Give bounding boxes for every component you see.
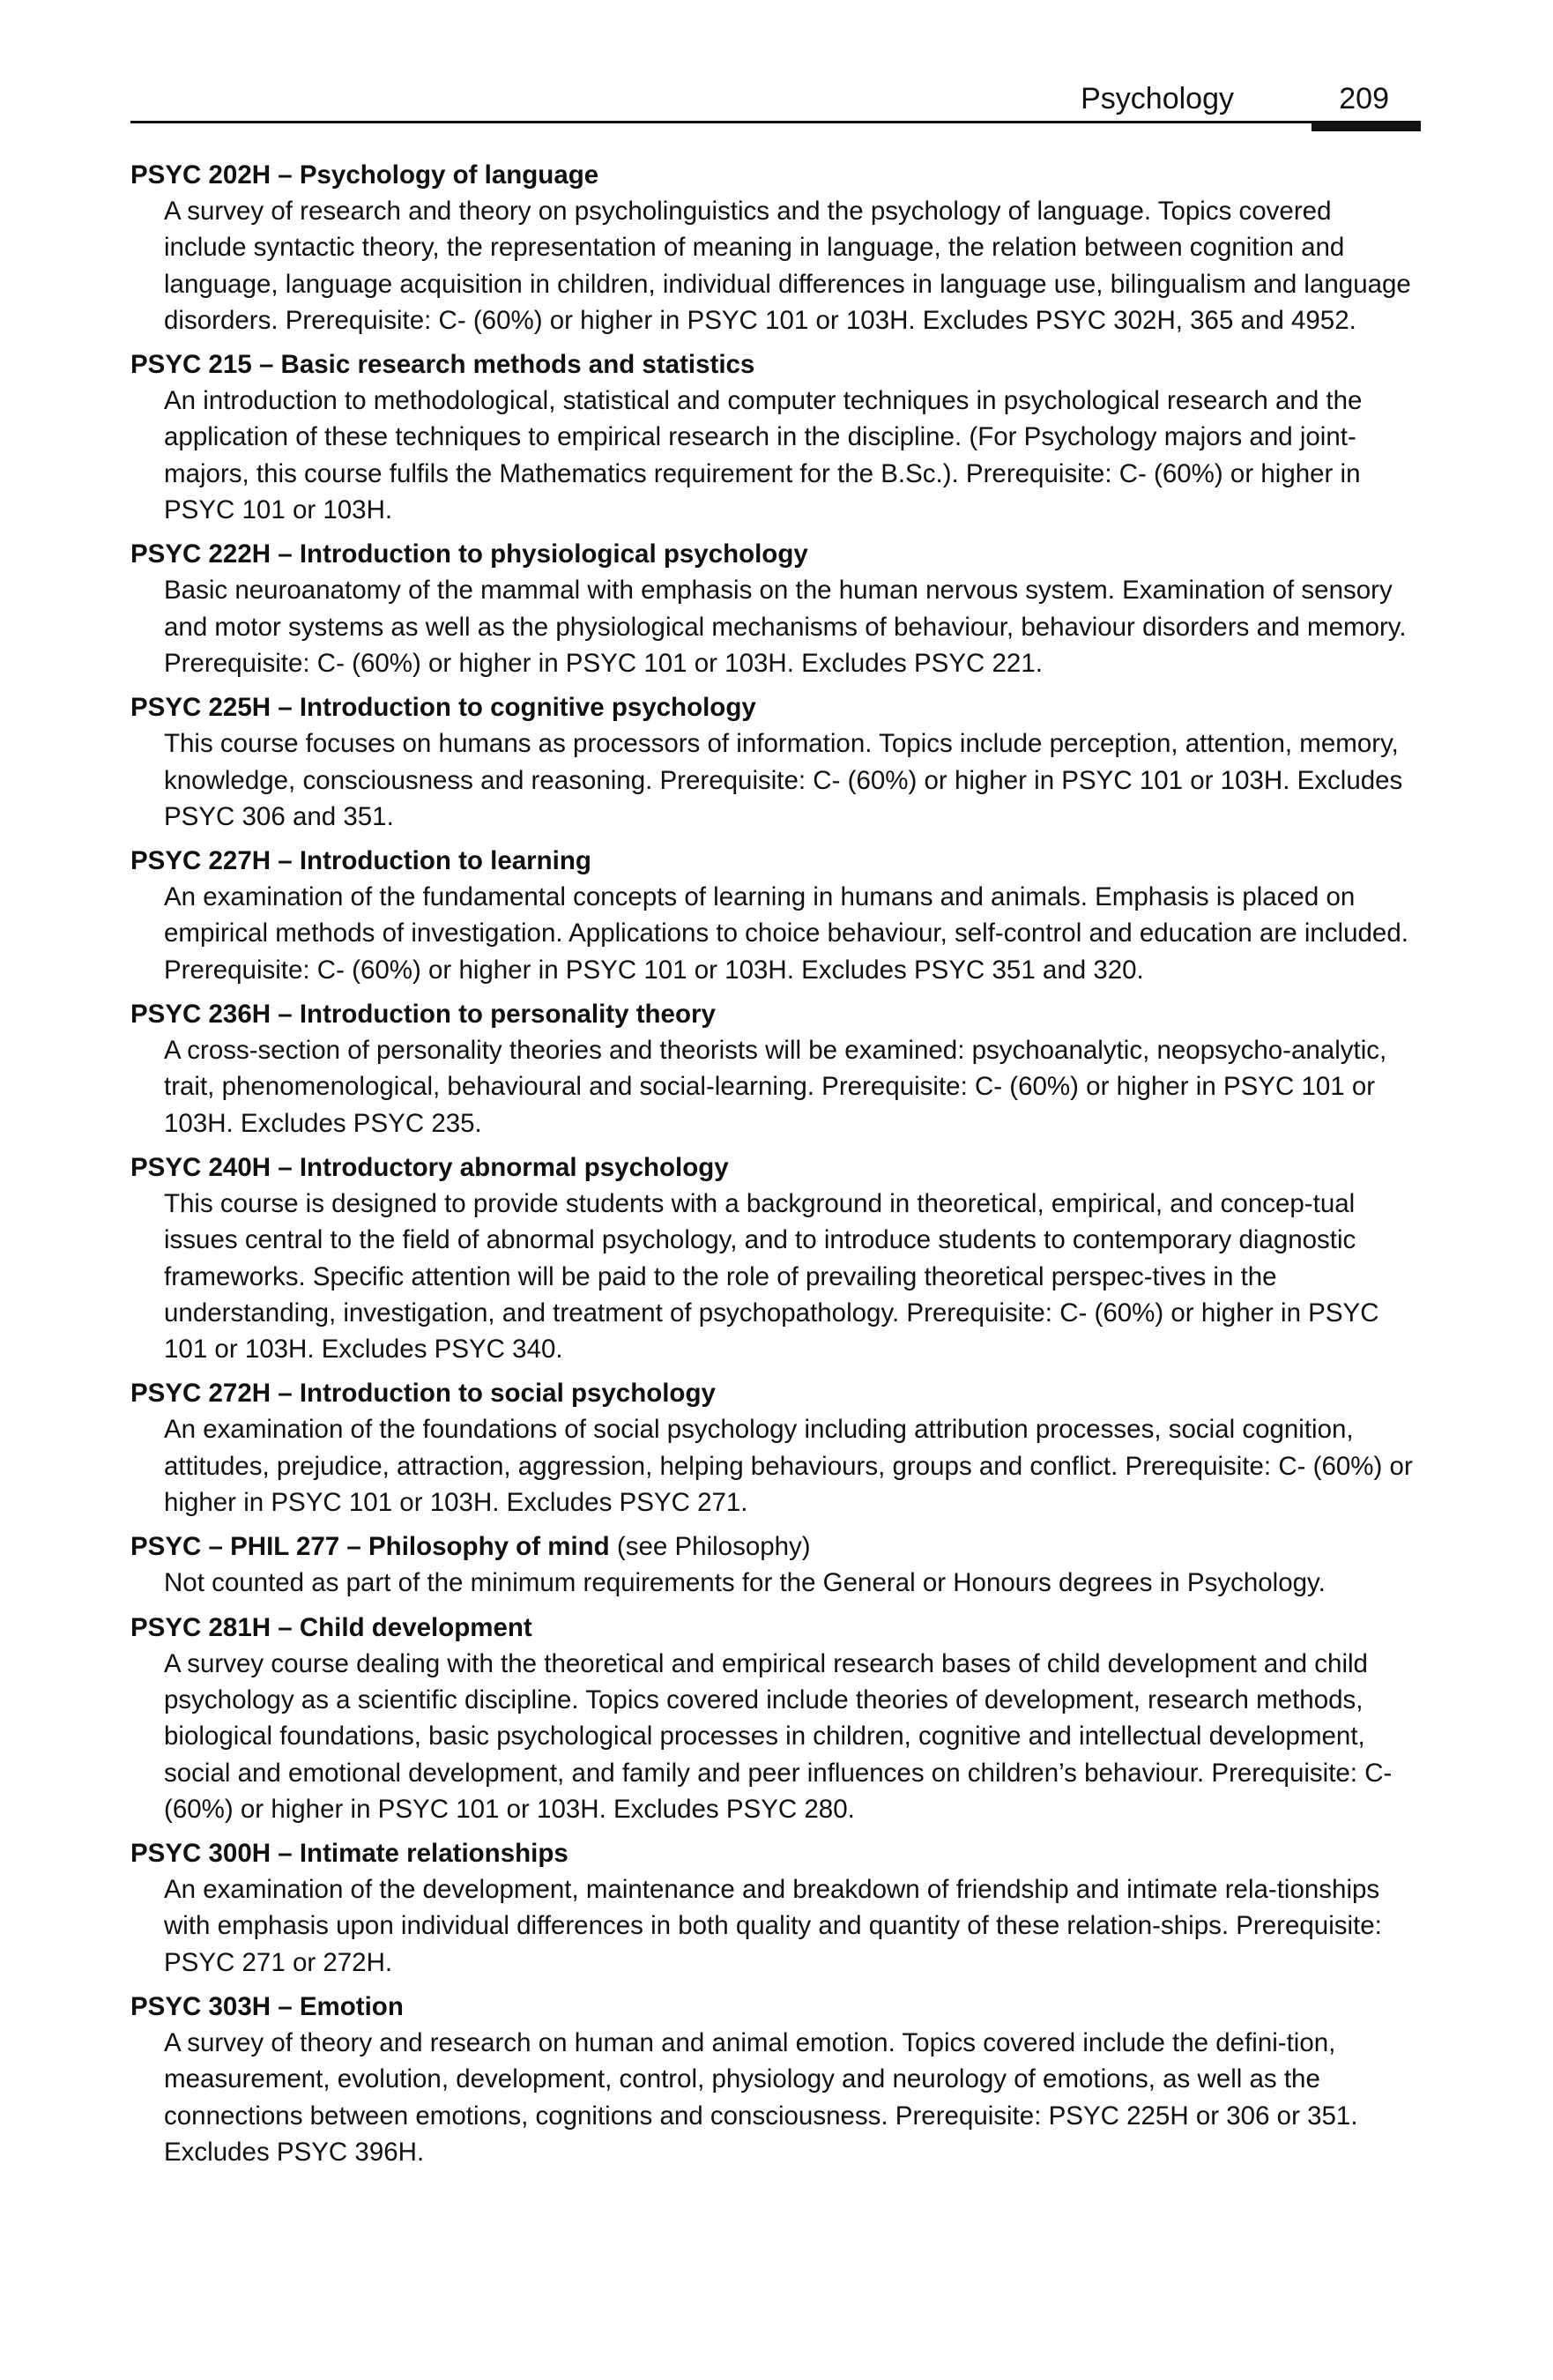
course-entry xyxy=(130,996,1421,1142)
course-description: Basic neuroanatomy of the mammal with emphasis on the human nervous system. Examination of sensory and motor systems as well as the physiological mechanisms of behaviour, behaviour disorders and memory. Prerequisite: C- (60%) or higher in PSYC 101 or 103H. Excludes PSYC 221. xyxy=(164,576,1407,678)
course-code-name: PSYC 303H – Emotion xyxy=(130,1991,404,2021)
course-description: A survey course dealing with the theoretical and empirical research bases of child development and child psychology as a scientific discipline. Topics covered include theories of development, research methods, biological foundations, basic psychological processes in children, cognitive and intellectual development, social and emotional development, and family and peer influences on children’s behaviour. Prerequisite: C- (60%) or higher in PSYC 101 or 103H. Excludes PSYC 280. xyxy=(164,1648,1393,1824)
course-code-name: PSYC 272H – Introduction to social psychology xyxy=(130,1379,716,1409)
running-header xyxy=(130,76,1421,129)
course-title xyxy=(130,689,1421,725)
course-code-name: PSYC 215 – Basic research methods and statistics xyxy=(130,350,755,380)
course-description: An examination of the fundamental concepts of learning in humans and animals. Emphasis is placed on empirical methods of investigation. Applications to choice behaviour, self-control and education are included. Prerequisite: C- (60%) or higher in PSYC 101 or 103H. Excludes PSYC 351 and 320. xyxy=(164,882,1408,985)
course-description: An examination of the foundations of social psychology including attribution processes, social cognition, attitudes, prejudice, attraction, aggression, helping behaviours, groups and conflict. Prerequisite: C- (60%) or higher in PSYC 101 or 103H. Excludes PSYC 271. xyxy=(164,1415,1413,1518)
course-title xyxy=(130,1610,1421,1646)
header-rule xyxy=(130,121,1421,123)
course-entry xyxy=(130,1375,1421,1521)
course-entry xyxy=(130,1610,1421,1827)
course-description: A cross-section of personality theories and theorists will be examined: psychoanalytic, neopsycho-analytic, trait, phenomenological, behavioural and social-learning. Prerequisite: C- (60%) or higher in PSYC 101 or 103H. Excludes PSYC 235. xyxy=(164,1036,1387,1138)
course-description: This course focuses on humans as processors of information. Topics include perception, attention, memory, knowledge, consciousness and reasoning. Prerequisite: C- (60%) or higher in PSYC 101 or 103H. Excludes PSYC 306 and 351. xyxy=(164,729,1403,831)
course-entry xyxy=(130,536,1421,681)
course-entry xyxy=(130,1528,1421,1601)
course-code-name: PSYC – PHIL 277 – Philosophy of mind xyxy=(130,1532,610,1562)
header-section-title: Psychology xyxy=(1081,82,1234,115)
course-entry xyxy=(130,1835,1421,1981)
course-code-name: PSYC 225H – Introduction to cognitive psychology xyxy=(130,693,756,723)
course-title xyxy=(130,346,1421,383)
course-description: A survey of research and theory on psycholinguistics and the psychology of language. Topics covered include syntactic theory, the representation of meaning in language, the relation between cognition and language, language acquisition in children, individual differences in language use, bilingualism and language disorders. Prerequisite: C- (60%) or higher in PSYC 101 or 103H. Excludes PSYC 302H, 365 and 4952. xyxy=(164,197,1411,335)
course-code-name: PSYC 236H – Introduction to personality theory xyxy=(130,1000,716,1030)
course-entry xyxy=(130,1989,1421,2170)
course-code-name: PSYC 227H – Introduction to learning xyxy=(130,846,591,876)
header-tab-bar xyxy=(1312,123,1421,131)
course-title xyxy=(130,1528,1421,1565)
course-title xyxy=(130,536,1421,572)
course-description: An introduction to methodological, statistical and computer techniques in psychological research and the application of these techniques to empirical research in the discipline. (For Psychology majors and joint-majors, this course fulfils the Mathematics requirement for the B.Sc.). Prerequisite: C- (60%) or higher in PSYC 101 or 103H. xyxy=(164,386,1363,525)
course-entry xyxy=(130,843,1421,988)
course-title xyxy=(130,1835,1421,1871)
course-entry xyxy=(130,689,1421,835)
course-title xyxy=(130,843,1421,879)
course-code-name: PSYC 300H – Intimate relationships xyxy=(130,1839,568,1869)
course-title xyxy=(130,1989,1421,2025)
course-code-name: PSYC 202H – Psychology of language xyxy=(130,160,599,190)
course-title xyxy=(130,1149,1421,1186)
course-title xyxy=(130,157,1421,193)
course-description: Not counted as part of the minimum requirements for the General or Honours degrees in Psychology. xyxy=(164,1568,1326,1598)
course-code-name: PSYC 281H – Child development xyxy=(130,1612,532,1642)
course-description: A survey of theory and research on human and animal emotion. Topics covered include the defini-tion, measurement, evolution, development, control, physiology and neurology of emotions, as well as the connections between emotions, cognitions and consciousness. Prerequisite: PSYC 225H or 306 or 351. Excludes PSYC 396H. xyxy=(164,2027,1358,2167)
course-list xyxy=(130,157,1421,2178)
course-cross-reference: (see Philosophy) xyxy=(609,1532,811,1562)
course-description: An examination of the development, maintenance and breakdown of friendship and intimate rela-tionships with emphasis upon individual differences in both quality and quantity of these relation-ships. Prerequisite: PSYC 271 or 272H. xyxy=(164,1875,1382,1977)
course-code-name: PSYC 240H – Introductory abnormal psychology xyxy=(130,1152,729,1182)
course-entry xyxy=(130,157,1421,338)
page-number: 209 xyxy=(1339,82,1389,115)
course-title xyxy=(130,1375,1421,1411)
course-entry xyxy=(130,1149,1421,1367)
course-description: This course is designed to provide students with a background in theoretical, empirical, and concep-tual issues central to the field of abnormal psychology, and to introduce students to contemporary diagnostic frameworks. Specific attention will be paid to the role of prevailing theoretical perspec-tives in the understanding, investigation, and treatment of psychopathology. Prerequisite: C- (60%) or higher in PSYC 101 or 103H. Excludes PSYC 340. xyxy=(164,1188,1379,1365)
course-title xyxy=(130,996,1421,1032)
course-code-name: PSYC 222H – Introduction to physiological psychology xyxy=(130,539,808,569)
course-entry xyxy=(130,346,1421,528)
